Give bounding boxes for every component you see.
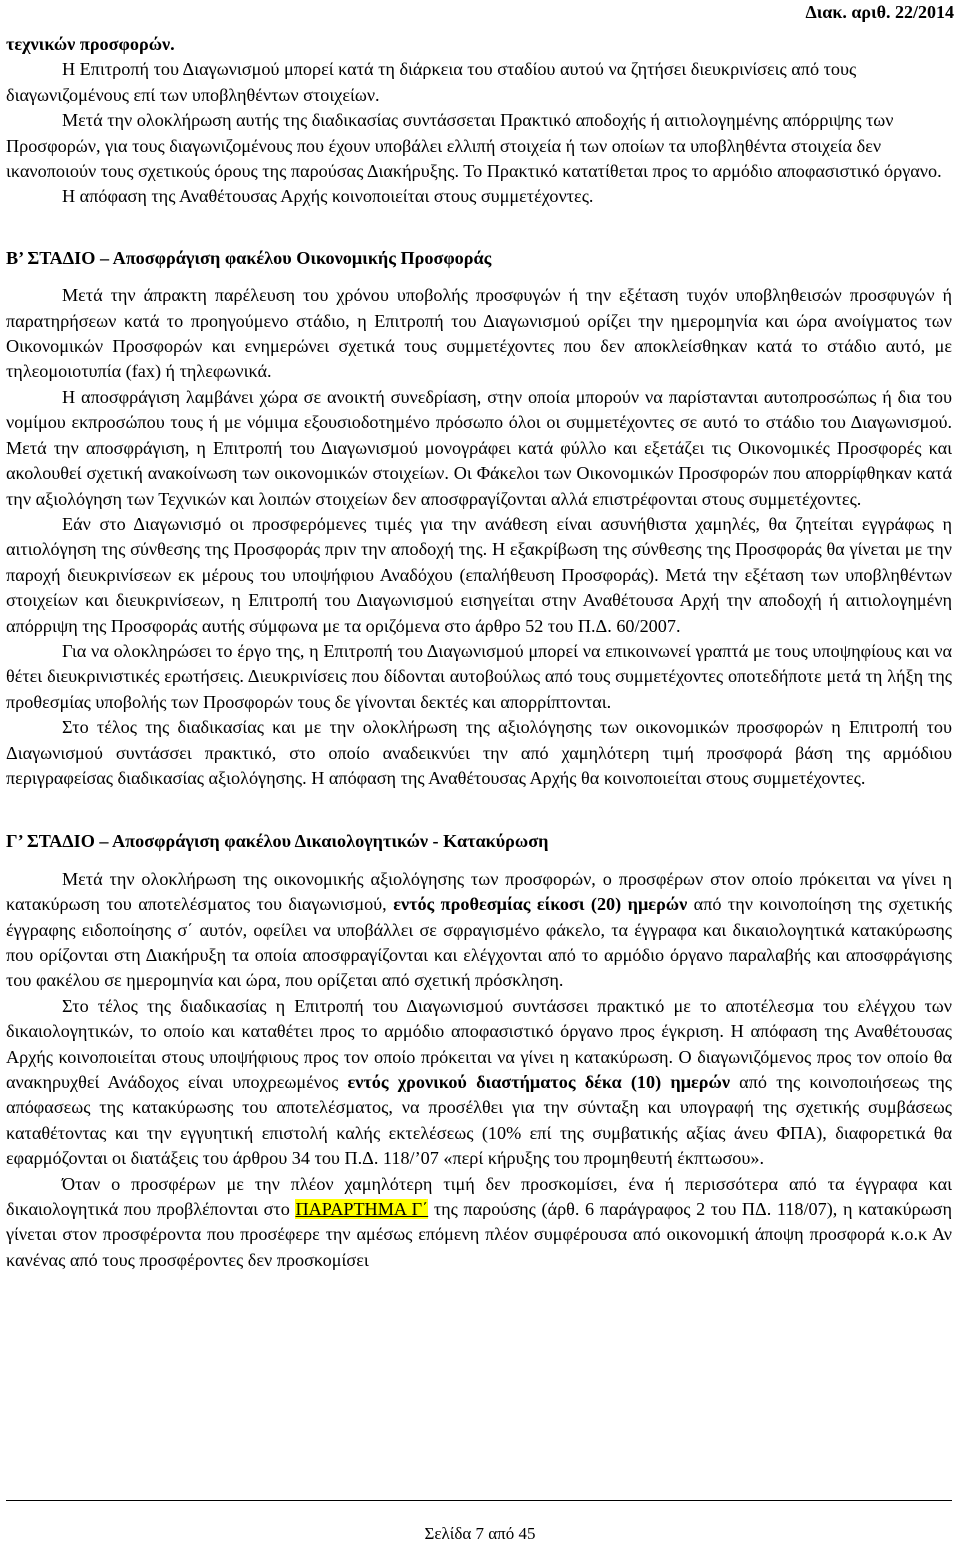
section-b-title: Β’ ΣΤΑΔΙΟ – Αποσφράγιση φακέλου Οικονομικής Προσφοράς — [6, 247, 492, 268]
intro-paragraph-3: Η απόφαση της Αναθέτουσας Αρχής κοινοποιείται στους συμμετέχοντες. — [62, 186, 594, 207]
page-number: Σελίδα 7 από 45 — [424, 1524, 536, 1543]
deadline-twenty-days: εντός προθεσμίας είκοσι (20) ημερών — [393, 894, 688, 915]
section-b-paragraph-1: Μετά την άπρακτη παρέλευση του χρόνου υποβολής προσφυγών ή την εξέταση τυχόν υποβληθεισών προσφυγών ή παρατηρήσεων κατά το προηγούμενο στάδιο, η Επιτροπή του Διαγωνισμού ορίζει την ημερομηνία και ώρα ανοίγματος των Οικονομικών Προσφορών και ενημερώνει σχετικά τους συμμετέχοντες που δεν αποκλείσθηκαν κατά το στάδιο αυτό, με τηλεομοιοτυπία (fax) ή τηλεφωνικά. — [6, 285, 952, 382]
deadline-ten-days: εντός χρονικού διαστήματος δέκα (10) ημερών — [347, 1072, 730, 1093]
section-b-paragraph-4: Για να ολοκληρώσει το έργο της, η Επιτροπή του Διαγωνισμού μπορεί να επικοινωνεί γραπτά με τους υποψηφίους και να θέτει διευκρινιστικές ερωτήσεις. Διευκρινίσεις που δίδονται αυτοβούλως από τους συμμετέχοντες οποτεδήποτε μετά τη λήξη της προθεσμίας υποβολής των Προσφορών τους δε γίνονται δεκτές και απορρίπτονται. — [6, 640, 952, 712]
text-run: Στο τέλος της διαδικασίας η Επιτροπή του Διαγωνισμού συντάσσει πρακτικό με το αποτέλεσμα του ελέγχου των δικαιολογητικών, το οποίο και καταθέτει προς το αρμόδιο αποφασιστικό όργανο προς έγκριση. Η απόφαση της Αναθέτουσας Αρχής κοινοποιείται στους υποψήφιους προς τον οποίο πρόκειται να γίνει η κατακύρωση. Ο διαγωνιζόμενος προς τον οποίο θα ανακηρυχθεί Ανάδοχος είναι υποχρεωμένος — [6, 995, 952, 1093]
section-b-paragraph-2: Η αποσφράγιση λαμβάνει χώρα σε ανοικτή συνεδρίαση, στην οποία μπορούν να παρίστανται αυτοπροσώπως ή δια του νομίμου εκπροσώπου τους ή με νόμιμα εξουσιοδοτημένο πρόσωπο όλοι οι συμμετέχοντες σε αυτό το στάδιο του Διαγωνισμού. Μετά την αποσφράγιση, η Επιτροπή του Διαγωνισμού μονογράφει κατά φύλλο και εξετάζει τις Οικονομικές Προσφορές και ακολουθεί σχετική ανακοίνωση των οικονομικών στοιχείων. Οι Φάκελοι των Οικονομικών Προσφορών που απορρίφθηκαν κατά την αξιολόγηση των Τεχνικών και λοιπών στοιχείων δεν αποσφραγίζονται αλλά επιστρέφονται στους συμμετέχοντες. — [6, 386, 952, 509]
text-run: Μετά την ολοκλήρωση της οικονομικής αξιολόγησης των προσφορών, ο προσφέρων στον οποίο πρόκειται να γίνει η κατακύρωση του αποτελέσματος του διαγωνισμού, — [6, 868, 952, 915]
section-b-paragraph-3: Εάν στο Διαγωνισμό οι προσφερόμενες τιμές για την ανάθεση είναι ασυνήθιστα χαμηλές, θα ζητείται εγγράφως η αιτιολόγηση της σύνθεσης της Προσφοράς πριν την αποδοχή της. Η εξακρίβωση της σύνθεσης της Προσφοράς θα γίνεται με την παροχή διευκρινίσεων εκ μέρους του υποψήφιου Αναδόχου (επαλήθευση Προσφοράς). Μετά την εξέταση των υποβληθέντων στοιχείων και διευκρινίσεων, η Επιτροπή του Διαγωνισμού εισηγείται στην Αναθέτουσα Αρχή την αποδοχή ή αιτιολογημένη απόρριψη της Προσφοράς αυτής σύμφωνα με τα οριζόμενα στο άρθρο 52 του Π.Δ. 60/2007. — [6, 513, 952, 636]
text-run: της παρούσης (άρθ. 6 παράγραφος 2 του ΠΔ. 118/07), η κατακύρωση γίνεται στον προσφέροντα που προσέφερε την αμέσως επόμενη πλέον συμφέρουσα από οικονομική άποψη προσφορά κ.ο.κ Αν κανένας από τους προσφέροντες δεν προσκομίσει — [6, 1199, 953, 1270]
section-c — [6, 829, 952, 1273]
document-reference: Διακ. αριθ. 22/2014 — [805, 2, 954, 22]
section-c-paragraph-3 — [6, 1172, 952, 1274]
text-run: Όταν ο προσφέρων με την πλέον χαμηλότερη τιμή δεν προσκομίσει, ένα ή περισσότερα από τα έγγραφα και δικαιολογητικά που προβλέπονται στο — [6, 1173, 952, 1220]
section-b-paragraph-5: Στο τέλος της διαδικασίας και με την ολοκλήρωση της αξιολόγησης των οικονομικών προσφορών η Επιτροπή του Διαγωνισμού συντάσσει πρακτικό, στο οποίο αναδεικνύει την από χαμηλότερη τιμή προσφορά βάση της αρμόδιου περιγραφείσας διαδικασίας αξιολόγησης. Η απόφαση της Αναθέτουσας Αρχής θα κοινοποιείται στους συμμετέχοντες. — [6, 717, 952, 788]
text-run: από την κοινοποίηση της σχετικής έγγραφης ειδοποίησης σ΄ αυτόν, οφείλει να υποβάλλει σε σφραγισμένο φάκελο, τα έγγραφα και δικαιολογητικά κατακύρωσης που ορίζονται στη Διακήρυξη τα οποία αποσφραγίζονται και ελέγχονται από το αρμόδιο όργανο παραλαβής και αποσφράγισης του φακέλου σε ημερομηνία και ώρα, που ορίζεται από σχετική πρόσκληση. — [6, 894, 953, 991]
intro-continuation: τεχνικών προσφορών. — [6, 34, 175, 54]
section-c-paragraph-1 — [6, 867, 952, 994]
section-c-title: Γ’ ΣΤΑΔΙΟ – Αποσφράγιση φακέλου Δικαιολογητικών - Κατακύρωση — [6, 831, 549, 852]
intro-block — [6, 32, 952, 210]
section-c-paragraph-2 — [6, 994, 952, 1172]
section-b — [6, 246, 952, 792]
text-run: από της κοινοποιήσεως της απόφασεως της κατακύρωσης του αποτελέσματος, να προσέλθει για την σύνταξη και υπογραφή της σχετικής συμβάσεως καταθέτοντας και την εγγυητική επιστολή καλής εκτελέσεως (10% επί της συμβατικής αξίας άνευ ΦΠΑ), διαφορετικά θα εφαρμόζονται οι διατάξεις του άρθρου 34 του Π.Δ. 118/’07 «περί κήρυξης του προμηθευτή έκπτωσου». — [6, 1072, 953, 1169]
document-body — [6, 32, 952, 1273]
annex-reference-highlight: ΠΑΡΑΡΤΗΜΑ Γ΄ — [295, 1199, 429, 1220]
intro-paragraph-2: Μετά την ολοκλήρωση αυτής της διαδικασίας συντάσσεται Πρακτικό αποδοχής ή αιτιολογημένης απόρριψης των Προσφορών, για τους διαγωνιζομένους που έχουν υποβάλει ελλιπή στοιχεία ή των οποίων τα υποβληθέντα στοιχεία δεν ικανοποιούν τους σχετικούς όρους της παρούσας Διακήρυξης. Το Πρακτικό κατατίθεται προς το αρμόδιο αποφασιστικό όργανο. — [6, 110, 942, 182]
intro-paragraph-1: Η Επιτροπή του Διαγωνισμού μπορεί κατά τη διάρκεια του σταδίου αυτού να ζητήσει διευκρινίσεις από τους διαγωνιζομένους επί των υποβληθέντων στοιχείων. — [6, 59, 857, 105]
footer-divider — [6, 1500, 952, 1501]
